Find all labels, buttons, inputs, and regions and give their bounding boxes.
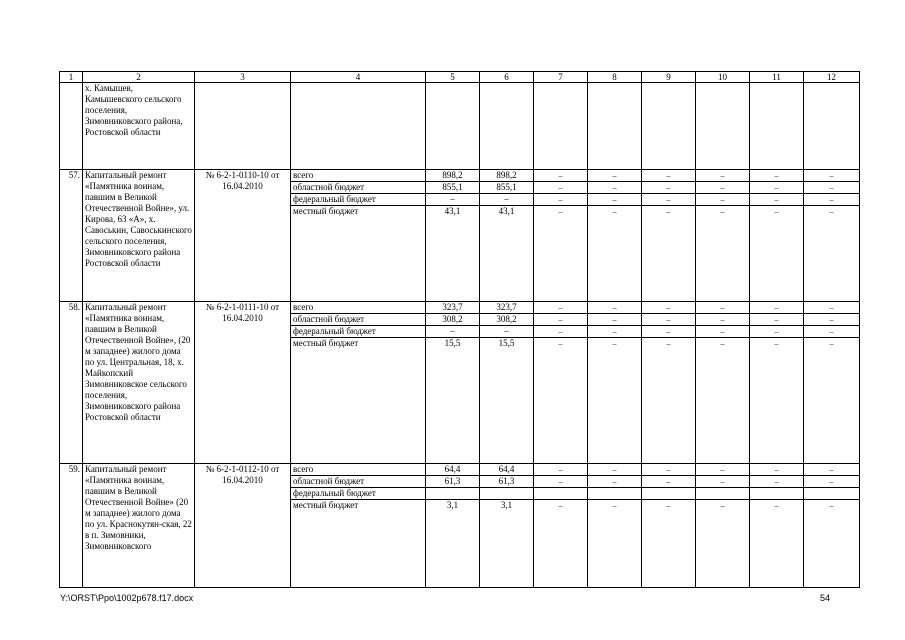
funding-source: местный бюджет xyxy=(291,338,426,464)
amount-cell: – xyxy=(750,338,804,464)
amount-cell xyxy=(588,488,642,500)
amount-cell: – xyxy=(750,500,804,588)
amount-cell: – xyxy=(804,500,860,588)
col-header: 7 xyxy=(534,72,588,83)
amount-cell: – xyxy=(588,338,642,464)
funding-source: областной бюджет xyxy=(291,314,426,326)
amount-cell: 15,5 xyxy=(426,338,480,464)
amount-cell: – xyxy=(750,314,804,326)
funding-source: областной бюджет xyxy=(291,476,426,488)
row-number: 57. xyxy=(60,170,83,302)
amount-cell: – xyxy=(804,314,860,326)
amount-cell: – xyxy=(588,194,642,206)
amount-cell: – xyxy=(534,182,588,194)
col-header: 12 xyxy=(804,72,860,83)
document-number: № 6-2-1-0112-10 от 16.04.2010 xyxy=(195,464,291,588)
amount-cell xyxy=(750,488,804,500)
amount-cell: 15,5 xyxy=(480,338,534,464)
amount-cell: – xyxy=(588,464,642,476)
amount-cell xyxy=(480,488,534,500)
document-number: № 6-2-1-0111-10 от 16.04.2010 xyxy=(195,302,291,464)
amount-cell: – xyxy=(534,500,588,588)
amount-cell: – xyxy=(588,314,642,326)
amount-cell: – xyxy=(696,314,750,326)
amount-cell: 43,1 xyxy=(480,206,534,302)
amount-cell: – xyxy=(480,326,534,338)
row-number: 58. xyxy=(60,302,83,464)
amount-cell: 64,4 xyxy=(426,464,480,476)
amount-cell: 308,2 xyxy=(426,314,480,326)
amount-cell: – xyxy=(588,476,642,488)
amount-cell: – xyxy=(750,170,804,182)
amount-cell: 855,1 xyxy=(426,182,480,194)
funding-source: местный бюджет xyxy=(291,206,426,302)
amount-cell xyxy=(804,488,860,500)
amount-cell: – xyxy=(534,170,588,182)
amount-cell: – xyxy=(480,194,534,206)
object-name: Капитальный ремонт «Памятника воинам, павшим в Великой Отечественной Войне», (20 м западнее) жилого дома по ул. Центральная, 18, х. Майкопский Зимовниковское сельского поселения, Зимовниковского района Ростовской области xyxy=(83,302,195,464)
amount-cell: – xyxy=(750,182,804,194)
amount-cell xyxy=(426,488,480,500)
amount-cell: – xyxy=(696,182,750,194)
funding-source: федеральный бюджет xyxy=(291,488,426,500)
amount-cell: – xyxy=(588,326,642,338)
amount-cell: 3,1 xyxy=(480,500,534,588)
amount-cell: – xyxy=(588,500,642,588)
funding-source: федеральный бюджет xyxy=(291,194,426,206)
amount-cell: – xyxy=(534,326,588,338)
amount-cell: – xyxy=(750,326,804,338)
amount-cell: – xyxy=(426,326,480,338)
amount-cell: 64,4 xyxy=(480,464,534,476)
object-name: х. Камышев, Камышевского сельского поселения, Зимовниковского района, Ростовской области xyxy=(83,83,195,170)
amount-cell: – xyxy=(426,194,480,206)
amount-cell: – xyxy=(696,194,750,206)
amount-cell: 323,7 xyxy=(426,302,480,314)
amount-cell: – xyxy=(534,314,588,326)
amount-cell: – xyxy=(696,170,750,182)
col-header: 4 xyxy=(291,72,426,83)
amount-cell: – xyxy=(750,476,804,488)
object-name: Капитальный ремонт «Памятника воинам, павшим в Великой Отечественной Войне», ул. Кирова, 63 «А», х. Савоськин, Савоськинского сельского поселения, Зимовниковского района Ростовской области xyxy=(83,170,195,302)
amount-cell: – xyxy=(642,326,696,338)
amount-cell: 898,2 xyxy=(480,170,534,182)
page-number: 54 xyxy=(819,593,830,603)
amount-cell: – xyxy=(750,194,804,206)
amount-cell: – xyxy=(534,338,588,464)
col-header: 5 xyxy=(426,72,480,83)
amount-cell: – xyxy=(804,476,860,488)
amount-cell: – xyxy=(642,338,696,464)
amount-cell: 61,3 xyxy=(480,476,534,488)
table-row xyxy=(60,464,860,476)
col-header: 3 xyxy=(195,72,291,83)
amount-cell: – xyxy=(804,302,860,314)
amount-cell: – xyxy=(696,464,750,476)
col-header: 8 xyxy=(588,72,642,83)
amount-cell xyxy=(642,488,696,500)
amount-cell: – xyxy=(588,206,642,302)
amount-cell: – xyxy=(696,206,750,302)
amount-cell: – xyxy=(804,206,860,302)
amount-cell: – xyxy=(534,476,588,488)
amount-cell: – xyxy=(642,476,696,488)
continuation-row xyxy=(60,83,860,170)
amount-cell: – xyxy=(588,302,642,314)
column-number-row xyxy=(60,72,860,83)
amount-cell xyxy=(696,488,750,500)
amount-cell: – xyxy=(534,206,588,302)
amount-cell: 898,2 xyxy=(426,170,480,182)
table-row xyxy=(60,302,860,314)
col-header: 9 xyxy=(642,72,696,83)
amount-cell: – xyxy=(642,170,696,182)
amount-cell: – xyxy=(588,170,642,182)
amount-cell: 43,1 xyxy=(426,206,480,302)
col-header: 10 xyxy=(696,72,750,83)
amount-cell: 323,7 xyxy=(480,302,534,314)
amount-cell: 308,2 xyxy=(480,314,534,326)
amount-cell: – xyxy=(642,500,696,588)
amount-cell: – xyxy=(804,182,860,194)
amount-cell: – xyxy=(642,206,696,302)
amount-cell: – xyxy=(534,302,588,314)
funding-source: всего xyxy=(291,302,426,314)
amount-cell: – xyxy=(642,302,696,314)
amount-cell: – xyxy=(696,338,750,464)
amount-cell: 3,1 xyxy=(426,500,480,588)
amount-cell: – xyxy=(534,194,588,206)
amount-cell: – xyxy=(804,338,860,464)
amount-cell: 61,3 xyxy=(426,476,480,488)
amount-cell: – xyxy=(696,326,750,338)
amount-cell: – xyxy=(750,464,804,476)
row-number: 59. xyxy=(60,464,83,588)
col-header: 1 xyxy=(60,72,83,83)
funding-source: федеральный бюджет xyxy=(291,326,426,338)
col-header: 6 xyxy=(480,72,534,83)
amount-cell: – xyxy=(750,206,804,302)
funding-source: всего xyxy=(291,170,426,182)
amount-cell: – xyxy=(750,302,804,314)
object-name: Капитальный ремонт «Памятника воинам, павшим в Великой Отечественной Войне» (20 м западнее) жилого дома по ул. Краснокутян-ская, 22 в п. Зимовники, Зимовниковского xyxy=(83,464,195,588)
funding-source: областной бюджет xyxy=(291,182,426,194)
amount-cell: – xyxy=(642,194,696,206)
file-path: Y:\ORST\Ppo\1002p678.f17.docx xyxy=(60,593,194,603)
col-header: 2 xyxy=(83,72,195,83)
amount-cell xyxy=(534,488,588,500)
table-row xyxy=(60,170,860,182)
amount-cell: – xyxy=(642,314,696,326)
amount-cell: – xyxy=(804,464,860,476)
amount-cell: – xyxy=(696,500,750,588)
amount-cell: 855,1 xyxy=(480,182,534,194)
budget-table xyxy=(59,71,860,588)
amount-cell: – xyxy=(804,194,860,206)
amount-cell: – xyxy=(534,464,588,476)
amount-cell: – xyxy=(642,182,696,194)
amount-cell: – xyxy=(696,302,750,314)
document-number: № 6-2-1-0110-10 от 16.04.2010 xyxy=(195,170,291,302)
amount-cell: – xyxy=(696,476,750,488)
amount-cell: – xyxy=(588,182,642,194)
funding-source: местный бюджет xyxy=(291,500,426,588)
amount-cell: – xyxy=(804,170,860,182)
amount-cell: – xyxy=(804,326,860,338)
funding-source: всего xyxy=(291,464,426,476)
col-header: 11 xyxy=(750,72,804,83)
amount-cell: – xyxy=(642,464,696,476)
